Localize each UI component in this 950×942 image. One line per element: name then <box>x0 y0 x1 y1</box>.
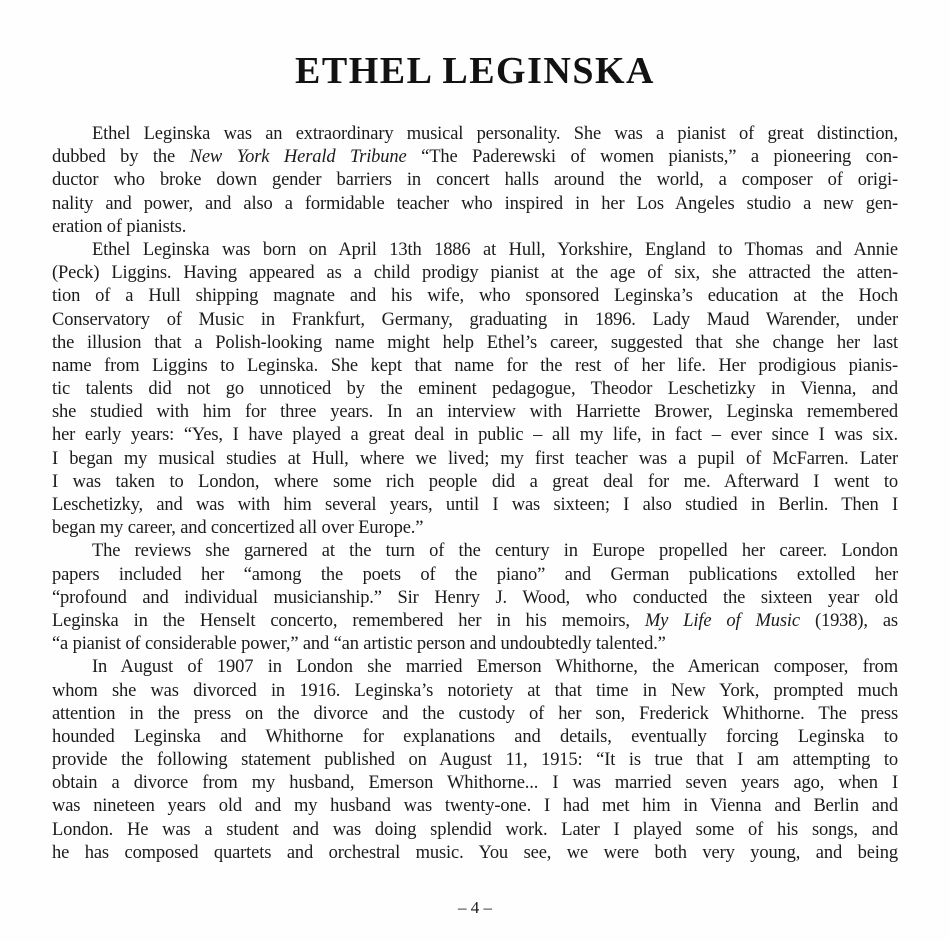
text-line <box>52 517 898 540</box>
text-run: Leginska in the Henselt concerto, remembered her in his memoirs, <box>52 610 645 631</box>
text-line <box>52 703 898 726</box>
text-line <box>52 610 898 633</box>
text-line <box>52 795 898 818</box>
text-line <box>52 448 898 471</box>
text-line <box>52 401 898 424</box>
text-line <box>52 540 898 563</box>
text-run: her early years: “Yes, I have played a great deal in public – all my life, in fact – ever since I was six. <box>52 425 898 446</box>
text-run: Ethel Leginska was an extraordinary musical personality. She was a pianist of great distinction, <box>92 124 898 144</box>
text-line <box>52 633 898 656</box>
text-run: obtain a divorce from my husband, Emerson Whithorne... I was married seven years ago, when I <box>52 773 898 794</box>
text-run: was nineteen years old and my husband was twenty-one. I had met him in Vienna and Berlin and <box>52 796 898 817</box>
text-line <box>52 564 898 587</box>
text-line <box>52 193 898 216</box>
text-run: papers included her “among the poets of the piano” and German publications extolled her <box>52 564 898 585</box>
text-run: London. He was a student and was doing splendid work. Later I played some of his songs, and <box>52 819 898 840</box>
text-run: hounded Leginska and Whithorne for explanations and details, eventually forcing Leginska to <box>52 726 898 747</box>
text-run: the illusion that a Polish-looking name might help Ethel’s career, suggested that she change her last <box>52 332 898 353</box>
text-run: she studied with him for three years. In an interview with Harriette Brower, Leginska remembered <box>52 402 898 423</box>
text-run: (Peck) Liggins. Having appeared as a child prodigy pianist at the age of six, she attracted the atten- <box>52 263 898 284</box>
text-run: began my career, and concertized all over Europe.” <box>52 518 424 539</box>
document-body <box>52 123 898 865</box>
paragraph <box>52 123 898 239</box>
document-page <box>52 0 898 865</box>
text-line <box>52 587 898 610</box>
text-line <box>52 772 898 795</box>
paragraph <box>52 656 898 865</box>
text-line <box>52 471 898 494</box>
text-line <box>52 656 898 679</box>
text-run: Ethel Leginska was born on April 13th 1886 at Hull, Yorkshire, England to Thomas and Annie <box>92 239 898 260</box>
text-line <box>52 842 898 865</box>
text-line <box>52 726 898 749</box>
text-run: attention in the press on the divorce and the custody of her son, Frederick Whithorne. The press <box>52 703 898 724</box>
text-run: tion of a Hull shipping magnate and his wife, who sponsored Leginska’s education at the Hoch <box>52 286 898 307</box>
text-run: name from Liggins to Leginska. She kept that name for the rest of her life. Her prodigious pianis- <box>52 355 898 376</box>
text-line <box>52 216 898 239</box>
italic-text-run: My Life of Music <box>644 610 800 631</box>
text-line <box>52 332 898 355</box>
page-title: ETHEL LEGINSKA <box>295 50 655 92</box>
text-line <box>52 123 898 146</box>
text-run: provide the following statement published on August 11, 1915: “It is true that I am attempting to <box>52 750 898 771</box>
text-run: Conservatory of Music in Frankfurt, Germany, graduating in 1896. Lady Maud Warender, under <box>52 309 898 330</box>
text-run: Leschetizky, and was with him several years, until I was sixteen; I also studied in Berlin. Then I <box>52 495 898 515</box>
text-line <box>52 494 898 517</box>
text-line <box>52 309 898 332</box>
text-run: eration of pianists. <box>52 216 187 237</box>
text-run: tic talents did not go unnoticed by the eminent pedagogue, Theodor Leschetizky in Vienna, and <box>52 379 898 400</box>
text-run: “a pianist of considerable power,” and “an artistic person and undoubtedly talented.” <box>52 634 666 655</box>
text-run: (1938), as <box>799 610 898 631</box>
text-run: I began my musical studies at Hull, where we lived; my first teacher was a pupil of McFarren. Later <box>52 448 898 469</box>
text-line <box>52 680 898 703</box>
italic-text-run: New York Herald Tribune <box>189 147 407 168</box>
text-line <box>52 169 898 192</box>
text-line <box>52 262 898 285</box>
paragraph <box>52 239 898 540</box>
text-run: “profound and individual musicianship.” Sir Henry J. Wood, who conducted the sixteen year old <box>52 587 898 608</box>
paragraph <box>52 540 898 656</box>
page-number: – 4 – <box>458 898 492 917</box>
text-line <box>52 749 898 772</box>
text-run: “The Paderewski of women pianists,” a pioneering con- <box>406 147 898 168</box>
text-line <box>52 355 898 378</box>
text-run: he has composed quartets and orchestral music. You see, we were both very young, and being <box>52 842 898 863</box>
text-run: In August of 1907 in London she married Emerson Whithorne, the American composer, from <box>92 657 898 678</box>
text-run: whom she was divorced in 1916. Leginska’s notoriety at that time in New York, prompted much <box>52 680 898 701</box>
text-run: The reviews she garnered at the turn of the century in Europe propelled her career. London <box>92 541 898 562</box>
text-run: nality and power, and also a formidable teacher who inspired in her Los Angeles studio a new gen- <box>52 193 898 214</box>
text-line <box>52 146 898 169</box>
text-run: I was taken to London, where some rich people did a great deal for me. Afterward I went to <box>52 471 898 492</box>
text-line <box>52 285 898 308</box>
text-line <box>52 424 898 447</box>
text-line <box>52 819 898 842</box>
text-run: ductor who broke down gender barriers in concert halls around the world, a composer of origi- <box>52 170 898 191</box>
text-run: dubbed by the <box>52 147 190 168</box>
text-line <box>52 378 898 401</box>
text-line <box>52 239 898 262</box>
